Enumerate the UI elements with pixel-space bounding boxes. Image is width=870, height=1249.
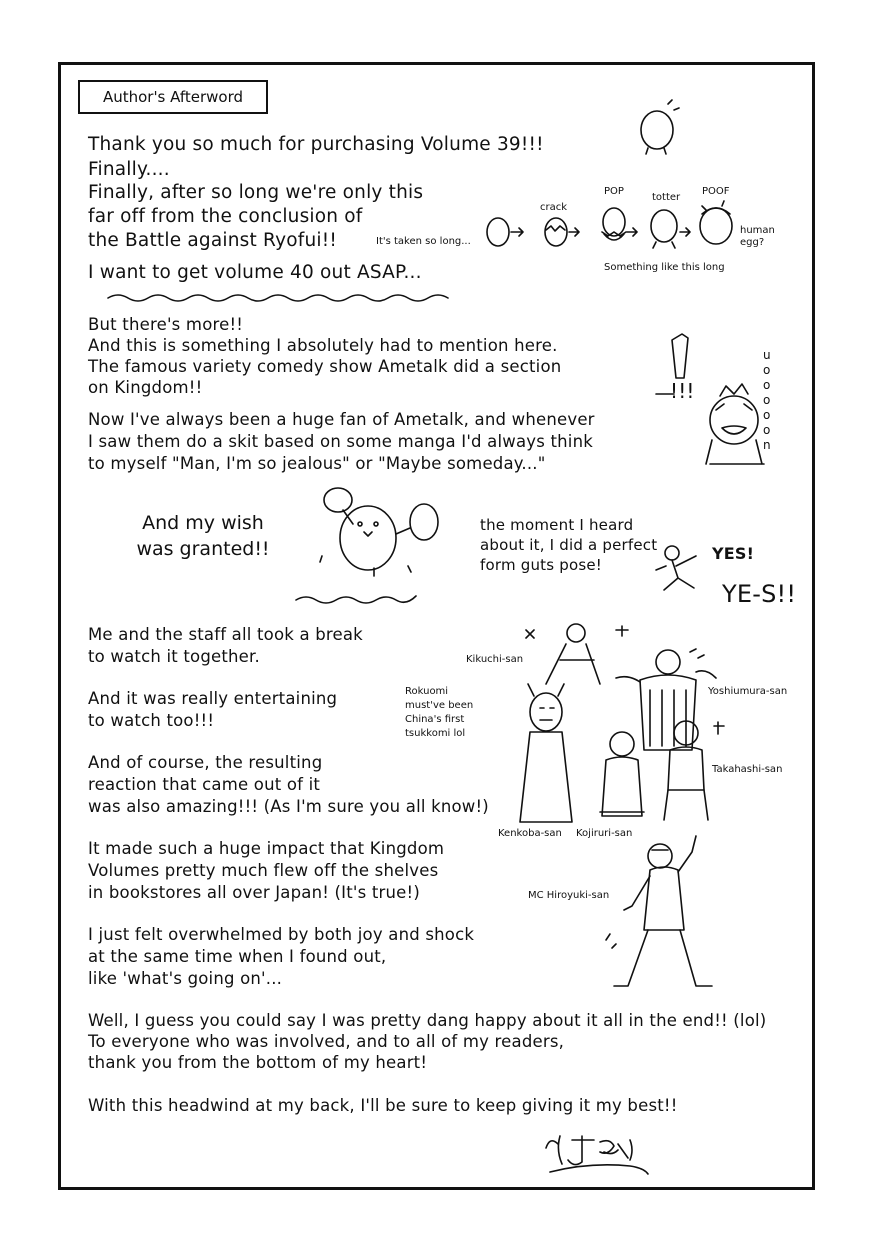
egg-poof-label: POOF: [702, 186, 730, 197]
staff-3-line-1: And of course, the resulting: [88, 753, 323, 772]
egg-caption-bottom: Something like this long: [604, 262, 725, 273]
ametalk-line-2: And this is something I absolutely had to mention here.: [88, 336, 558, 355]
mc-hiroyuki-drawing: [606, 836, 712, 986]
screaming-face-icon: [656, 334, 764, 464]
staff-3-line-3: was also amazing!!! (As I'm sure you all know!): [88, 797, 489, 816]
egg-human-label: human egg?: [740, 225, 775, 248]
bird-with-fans-icon: [296, 488, 438, 603]
cast-yoshimura: Yoshiumura-san: [708, 686, 788, 697]
cast-group-drawing: [520, 624, 724, 822]
yes-text-2: YE-S!!: [722, 580, 797, 608]
intro-line-1: Thank you so much for purchasing Volume 39!!!: [88, 134, 544, 155]
scream-exclaim: !!!: [670, 379, 695, 403]
guts-line-3: form guts pose!: [480, 556, 602, 574]
cast-mc: MC Hiroyuki-san: [528, 890, 610, 901]
wish-line-2: was granted!!: [136, 538, 270, 560]
intro-line-6: I want to get volume 40 out ASAP...: [88, 262, 422, 283]
ametalk2-line-1: Now I've always been a huge fan of Ametalk, and whenever: [88, 410, 595, 429]
staff-1-line-2: to watch it together.: [88, 647, 260, 666]
cast-rokuomi-1: Rokuomi: [405, 686, 449, 697]
staff-2-line-1: And it was really entertaining: [88, 689, 338, 708]
staff-3-line-2: reaction that came out of it: [88, 775, 321, 794]
staff-4-line-1: It made such a huge impact that Kingdom: [88, 839, 445, 858]
ametalk2-line-3: to myself "Man, I'm so jealous" or "Maybe someday...": [88, 454, 546, 473]
closing-line-2: To everyone who was involved, and to all of my readers,: [88, 1032, 565, 1051]
cast-kojiruri: Kojiruri-san: [576, 828, 633, 839]
cast-rokuomi-4: tsukkomi lol: [405, 728, 466, 739]
guts-line-1: the moment I heard: [480, 516, 634, 534]
cast-kikuchi: Kikuchi-san: [466, 654, 524, 665]
cast-kenkoba: Kenkoba-san: [498, 828, 562, 839]
staff-1-line-1: Me and the staff all took a break: [88, 625, 363, 644]
ametalk-line-3: The famous variety comedy show Ametalk did a section: [88, 357, 562, 376]
afterword-title: Author's Afterword: [78, 80, 268, 114]
guts-pose-icon: [656, 546, 696, 590]
ametalk2-line-2: I saw them do a skit based on some manga I'd always think: [88, 432, 594, 451]
staff-4-line-2: Volumes pretty much flew off the shelves: [88, 861, 439, 880]
wish-line-1: And my wish: [142, 512, 264, 534]
intro-line-2: Finally....: [88, 159, 170, 180]
egg-crack-label: crack: [540, 202, 568, 213]
cast-rokuomi-2: must've been: [405, 700, 474, 711]
guts-line-2: about it, I did a perfect: [480, 536, 658, 554]
intro-line-5: the Battle against Ryofui!!: [88, 230, 337, 251]
staff-2-line-2: to watch too!!!: [88, 711, 215, 730]
staff-4-line-3: in bookstores all over Japan! (It's true!): [88, 883, 420, 902]
final-line: With this headwind at my back, I'll be sure to keep giving it my best!!: [88, 1096, 678, 1115]
closing-line-3: thank you from the bottom of my heart!: [88, 1053, 428, 1072]
egg-icon-top: [641, 100, 679, 154]
egg-totter-label: totter: [652, 192, 681, 203]
author-signature: [546, 1136, 648, 1174]
intro-line-3: Finally, after so long we're only this: [88, 182, 424, 203]
staff-5-line-2: at the same time when I found out,: [88, 947, 387, 966]
yes-text-1: YES!: [712, 544, 755, 563]
staff-5-line-3: like 'what's going on'...: [88, 969, 283, 988]
scream-text: uooooon: [763, 348, 771, 452]
wavy-underline: [108, 295, 448, 301]
cast-takahashi: Takahashi-san: [712, 764, 783, 775]
ametalk-line-4: on Kingdom!!: [88, 378, 203, 397]
intro-line-4: far off from the conclusion of: [88, 206, 363, 227]
egg-caption-left: It's taken so long...: [376, 236, 471, 247]
egg-sequence-icon: [487, 201, 732, 248]
staff-5-line-1: I just felt overwhelmed by both joy and shock: [88, 925, 475, 944]
cast-rokuomi-3: China's first: [405, 714, 465, 725]
egg-pop-label: POP: [604, 186, 624, 197]
ametalk-line-1: But there's more!!: [88, 315, 244, 334]
closing-line-1: Well, I guess you could say I was pretty dang happy about it all in the end!! (lol): [88, 1011, 767, 1030]
